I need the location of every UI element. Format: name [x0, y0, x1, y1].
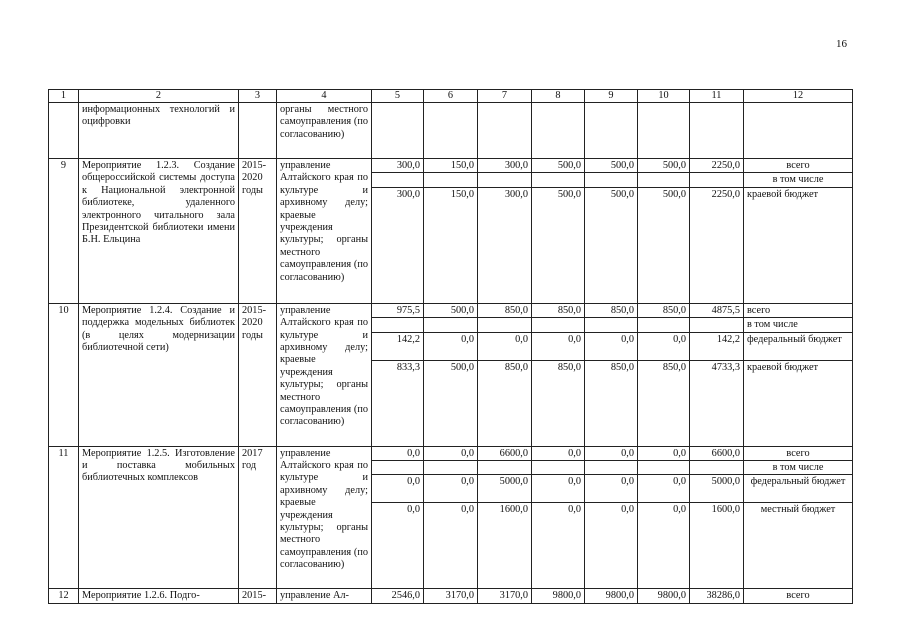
funding-value: [424, 318, 478, 332]
funding-value: 0,0: [585, 475, 638, 503]
funding-value: 0,0: [585, 503, 638, 589]
funding-value: 500,0: [532, 187, 585, 303]
funding-value: 142,2: [690, 332, 744, 360]
funding-value: 975,5: [372, 303, 424, 317]
funding-value: [585, 318, 638, 332]
measure-row: [49, 303, 853, 317]
funding-value: 850,0: [532, 360, 585, 446]
funding-source: всего: [744, 589, 853, 603]
funding-value: 0,0: [532, 475, 585, 503]
period-cell: [239, 103, 277, 159]
funding-value: [478, 173, 532, 187]
funding-value: 0,0: [372, 475, 424, 503]
funding-value: 0,0: [532, 332, 585, 360]
funding-value: 300,0: [372, 187, 424, 303]
funding-value: 300,0: [478, 187, 532, 303]
funding-value: 3170,0: [478, 589, 532, 603]
funding-value: 9800,0: [532, 589, 585, 603]
executor: управление Ал-: [277, 589, 372, 603]
funding-value: 0,0: [638, 332, 690, 360]
funding-value: [638, 173, 690, 187]
funding-value: 850,0: [478, 360, 532, 446]
funding-value: 500,0: [585, 187, 638, 303]
row-number: 11: [49, 446, 79, 589]
funding-value: [690, 173, 744, 187]
funding-value: 1600,0: [478, 503, 532, 589]
funding-value: [478, 318, 532, 332]
funding-value: [638, 461, 690, 475]
executor: управление Алтайского края по культуре и архивному делу; краевые учреждения культуры; органы местного самоуправления (по согласованию): [277, 159, 372, 304]
funding-value: 6600,0: [690, 446, 744, 460]
funding-source: всего: [744, 303, 853, 317]
funding-value: 5000,0: [478, 475, 532, 503]
funding-value: 500,0: [424, 303, 478, 317]
executor: управление Алтайского края по культуре и архивному делу; краевые учреждения культуры; органы местного самоуправления (по согласованию): [277, 303, 372, 446]
continuation-row: [49, 103, 853, 159]
column-number: 11: [690, 90, 744, 103]
column-number: 1: [49, 90, 79, 103]
column-number: 5: [372, 90, 424, 103]
funding-value: 300,0: [372, 159, 424, 173]
funding-value: 6600,0: [478, 446, 532, 460]
funding-value: 500,0: [424, 360, 478, 446]
funding-value: [585, 173, 638, 187]
empty-cell: [744, 103, 853, 159]
funding-value: 0,0: [532, 503, 585, 589]
measure-description: Мероприятие 1.2.5. Изготовление и поставка мобильных библиотечных комплексов: [79, 446, 239, 589]
funding-value: 2546,0: [372, 589, 424, 603]
funding-value: 500,0: [638, 159, 690, 173]
funding-value: [532, 461, 585, 475]
empty-cell: [372, 103, 424, 159]
row-number: 12: [49, 589, 79, 603]
column-number-row: [49, 90, 853, 103]
funding-value: [638, 318, 690, 332]
funding-value: 0,0: [638, 475, 690, 503]
funding-value: 150,0: [424, 187, 478, 303]
funding-value: [690, 461, 744, 475]
empty-cell: [690, 103, 744, 159]
column-number: 4: [277, 90, 372, 103]
funding-value: 0,0: [424, 446, 478, 460]
funding-value: 0,0: [424, 475, 478, 503]
funding-source: всего: [744, 446, 853, 460]
funding-value: 0,0: [478, 332, 532, 360]
page-number: 16: [836, 38, 847, 50]
funding-value: 5000,0: [690, 475, 744, 503]
executor: управление Алтайского края по культуре и архивному делу; краевые учреждения культуры; органы местного самоуправления (по согласованию): [277, 446, 372, 589]
funding-value: 833,3: [372, 360, 424, 446]
measure-row: [49, 159, 853, 173]
funding-value: 9800,0: [585, 589, 638, 603]
funding-value: 850,0: [478, 303, 532, 317]
funding-value: 142,2: [372, 332, 424, 360]
funding-value: 4875,5: [690, 303, 744, 317]
funding-source: краевой бюджет: [744, 187, 853, 303]
funding-value: 1600,0: [690, 503, 744, 589]
funding-value: 9800,0: [638, 589, 690, 603]
funding-value: 300,0: [478, 159, 532, 173]
funding-value: [372, 461, 424, 475]
funding-value: 850,0: [638, 360, 690, 446]
funding-value: 850,0: [585, 360, 638, 446]
funding-source: в том числе: [744, 318, 853, 332]
funding-value: 2250,0: [690, 159, 744, 173]
funding-value: 0,0: [532, 446, 585, 460]
empty-cell: [478, 103, 532, 159]
funding-value: 850,0: [585, 303, 638, 317]
funding-value: 500,0: [532, 159, 585, 173]
column-number: 6: [424, 90, 478, 103]
empty-cell: [585, 103, 638, 159]
funding-value: 150,0: [424, 159, 478, 173]
implementation-period: 2015-: [239, 589, 277, 603]
implementation-period: 2015-2020 годы: [239, 159, 277, 304]
funding-value: 0,0: [424, 332, 478, 360]
measure-row: [49, 589, 853, 603]
column-number: 8: [532, 90, 585, 103]
funding-value: 500,0: [585, 159, 638, 173]
funding-value: [532, 318, 585, 332]
funding-source: федеральный бюджет: [744, 475, 853, 503]
row-number: 10: [49, 303, 79, 446]
funding-source: в том числе: [744, 173, 853, 187]
measure-description: информационных технологий и оцифровки: [79, 103, 239, 159]
funding-value: 3170,0: [424, 589, 478, 603]
program-table: [48, 89, 853, 604]
funding-value: [532, 173, 585, 187]
funding-value: [372, 173, 424, 187]
measure-description: Мероприятие 1.2.6. Подго-: [79, 589, 239, 603]
funding-value: 0,0: [372, 446, 424, 460]
funding-value: 0,0: [638, 503, 690, 589]
funding-value: [372, 318, 424, 332]
funding-source: всего: [744, 159, 853, 173]
column-number: 10: [638, 90, 690, 103]
funding-value: 2250,0: [690, 187, 744, 303]
funding-source: в том числе: [744, 461, 853, 475]
measure-description: Мероприятие 1.2.3. Создание общероссийской системы доступа к Национальной электронной библиотеке, удаленного электронного читального зала Президентской библиотеки имени Б.Н. Ельцина: [79, 159, 239, 304]
funding-source: федеральный бюджет: [744, 332, 853, 360]
funding-value: 850,0: [638, 303, 690, 317]
empty-cell: [532, 103, 585, 159]
funding-value: 38286,0: [690, 589, 744, 603]
funding-value: [424, 173, 478, 187]
measure-description: Мероприятие 1.2.4. Создание и поддержка модельных библиотек (в целях модернизации библиотечной сети): [79, 303, 239, 446]
implementation-period: 2017 год: [239, 446, 277, 589]
funding-value: 500,0: [638, 187, 690, 303]
column-number: 2: [79, 90, 239, 103]
empty-cell: [638, 103, 690, 159]
column-number: 3: [239, 90, 277, 103]
funding-value: 0,0: [372, 503, 424, 589]
funding-value: 4733,3: [690, 360, 744, 446]
funding-value: [424, 461, 478, 475]
row-number: 9: [49, 159, 79, 304]
funding-value: 0,0: [424, 503, 478, 589]
funding-source: краевой бюджет: [744, 360, 853, 446]
column-number: 9: [585, 90, 638, 103]
measure-row: [49, 446, 853, 460]
funding-value: [478, 461, 532, 475]
funding-value: [690, 318, 744, 332]
funding-value: 0,0: [585, 332, 638, 360]
column-number: 12: [744, 90, 853, 103]
row-number-cell: [49, 103, 79, 159]
column-number: 7: [478, 90, 532, 103]
funding-value: 0,0: [585, 446, 638, 460]
funding-value: 850,0: [532, 303, 585, 317]
empty-cell: [424, 103, 478, 159]
funding-value: [585, 461, 638, 475]
executor-cell: органы местного самоуправления (по согласованию): [277, 103, 372, 159]
funding-source: местный бюджет: [744, 503, 853, 589]
implementation-period: 2015-2020 годы: [239, 303, 277, 446]
funding-value: 0,0: [638, 446, 690, 460]
